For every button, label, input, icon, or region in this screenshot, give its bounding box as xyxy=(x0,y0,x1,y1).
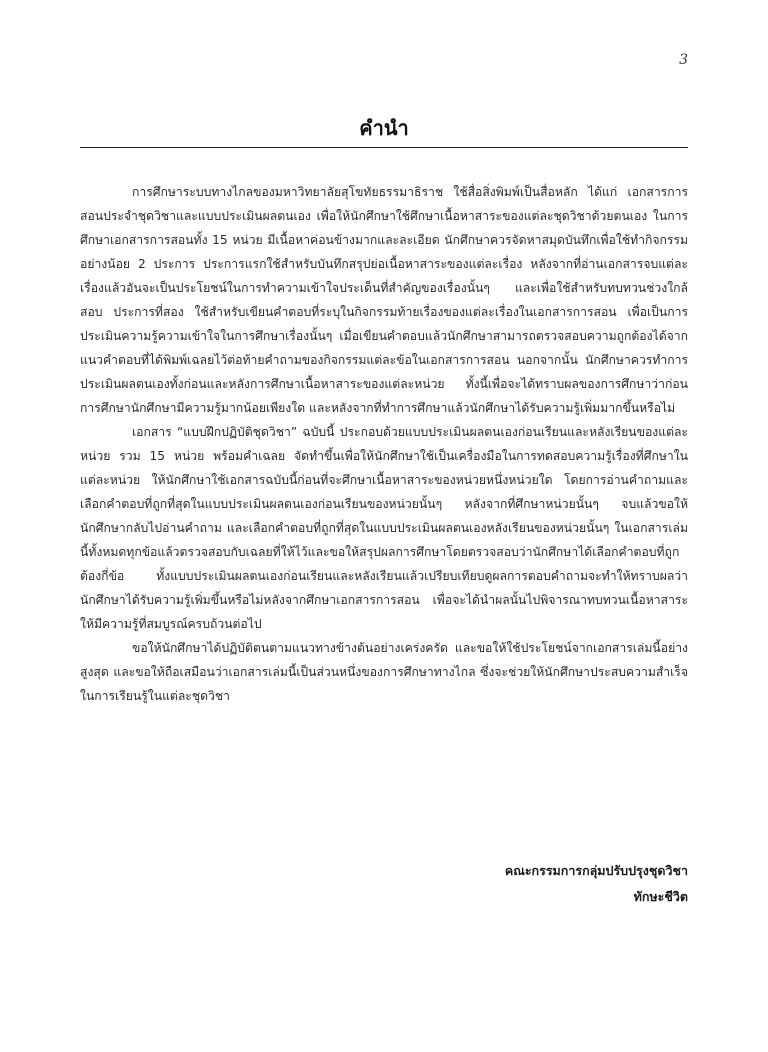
preface-paragraph-3: ขอให้นักศึกษาได้ปฏิบัติตนตามแนวทางข้างต้นอย่างเคร่งครัด และขอให้ใช้ประโยชน์จากเอกสารเล่มนี้อย่างสูงสุด และขอให้ถือเสมือนว่าเอกสารเล่มนี้เป็นส่วนหนึ่งของการศึกษาทางไกล ซึ่งจะช่วยให้นักศึกษาประสบความสำเร็จในการเรียนรู้ในแต่ละชุดวิชา xyxy=(80,641,688,703)
signature-course-name: ทักษะชีวิต xyxy=(633,889,688,904)
page-title: คำนำ xyxy=(359,116,409,140)
preface-paragraph-2: เอกสาร “แบบฝึกปฏิบัติชุดวิชา” ฉบับนี้ ประกอบด้วยแบบประเมินผลตนเองก่อนเรียนและหลังเรียนของแต่ละหน่วย รวม 15 หน่วย พร้อมคำเฉลย จัดทำขึ้นเพื่อให้นักศึกษาใช้เป็นเครื่องมือในการทดสอบความรู้เรื่องที่ศึกษาในแต่ละหน่วย ให้นักศึกษาใช้เอกสารฉบับนี้ก่อนที่จะศึกษาเนื้อหาสาระของหน่วยหนึ่งหน่วยใด โดยการอ่านคำถามและเลือกคำตอบที่ถูกที่สุดในแบบประเมินผลตนเองก่อนเรียนของหน่วยนั้นๆ หลังจากที่ศึกษาหน่วยนั้นๆ จบแล้วขอให้นักศึกษากลับไปอ่านคำถาม และเลือกคำตอบที่ถูกที่สุดในแบบประเมินผลตนเองหลังเรียนของหน่วยนั้นๆ ในเอกสารเล่มนี้ทั้งหมดทุกข้อแล้วตรวจสอบกับเฉลยที่ให้ไว้และขอให้สรุปผลการศึกษาโดยตรวจสอบว่านักศึกษาได้เลือกคำตอบที่ถูกต้องกี่ข้อ ทั้งแบบประเมินผลตนเองก่อนเรียนและหลังเรียนแล้วเปรียบเทียบดูผลการตอบคำถามจะทำให้ทราบผลว่านักศึกษาได้รับความรู้เพิ่มขึ้นหรือไม่หลังจากศึกษาเอกสารการสอน เพื่อจะได้นำผลนั้นไปพิจารณาทบทวนเนื้อหาสาระให้มีความรู้ที่สมบูรณ์ครบถ้วนต่อไป xyxy=(80,425,688,631)
title-divider xyxy=(80,147,688,148)
page-number: 3 xyxy=(679,52,688,68)
preface-paragraph-1: การศึกษาระบบทางไกลของมหาวิทยาลัยสุโขทัยธรรมาธิราช ใช้สื่อสิ่งพิมพ์เป็นสื่อหลัก ได้แก่ เอกสารการสอนประจำชุดวิชาและแบบประเมินผลตนเอง เพื่อให้นักศึกษาใช้ศึกษาเนื้อหาสาระของแต่ละชุดวิชาด้วยตนเอง ในการศึกษาเอกสารการสอนทั้ง 15 หน่วย มีเนื้อหาค่อนข้างมากและละเอียด นักศึกษาควรจัดหาสมุดบันทึกเพื่อใช้ทำกิจกรรมอย่างน้อย 2 ประการ ประการแรกใช้สำหรับบันทึกสรุปย่อเนื้อหาสาระของแต่ละเรื่อง หลังจากที่อ่านเอกสารจบแต่ละเรื่องแล้วอันจะเป็นประโยชน์ในการทำความเข้าใจประเด็นที่สำคัญของเรื่องนั้นๆ และเพื่อใช้สำหรับทบทวนช่วงใกล้สอบ ประการที่สอง ใช้สำหรับเขียนคำตอบที่ระบุในกิจกรรมท้ายเรื่องของแต่ละเรื่องในเอกสารการสอน เพื่อเป็นการประเมินความรู้ความเข้าใจในการศึกษาเรื่องนั้นๆ เมื่อเขียนคำตอบแล้วนักศึกษาสามารถตรวจสอบความถูกต้องได้จากแนวคำตอบที่ได้พิมพ์เฉลยไว้ต่อท้ายคำถามของกิจกรรมแต่ละข้อในเอกสารการสอน นอกจากนั้น นักศึกษาควรทำการประเมินผลตนเองทั้งก่อนและหลังการศึกษาเนื้อหาสาระของแต่ละหน่วย ทั้งนี้เพื่อจะได้ทราบผลของการศึกษาว่าก่อนการศึกษานักศึกษามีความรู้มากน้อยเพียงใด และหลังจากที่ทำการศึกษาแล้วนักศึกษาได้รับความรู้เพิ่มมากขึ้นหรือไม่ xyxy=(80,185,688,415)
signature-block xyxy=(505,858,688,910)
signature-committee: คณะกรรมการกลุ่มปรับปรุงชุดวิชา xyxy=(504,863,688,878)
preface-body xyxy=(80,180,688,708)
